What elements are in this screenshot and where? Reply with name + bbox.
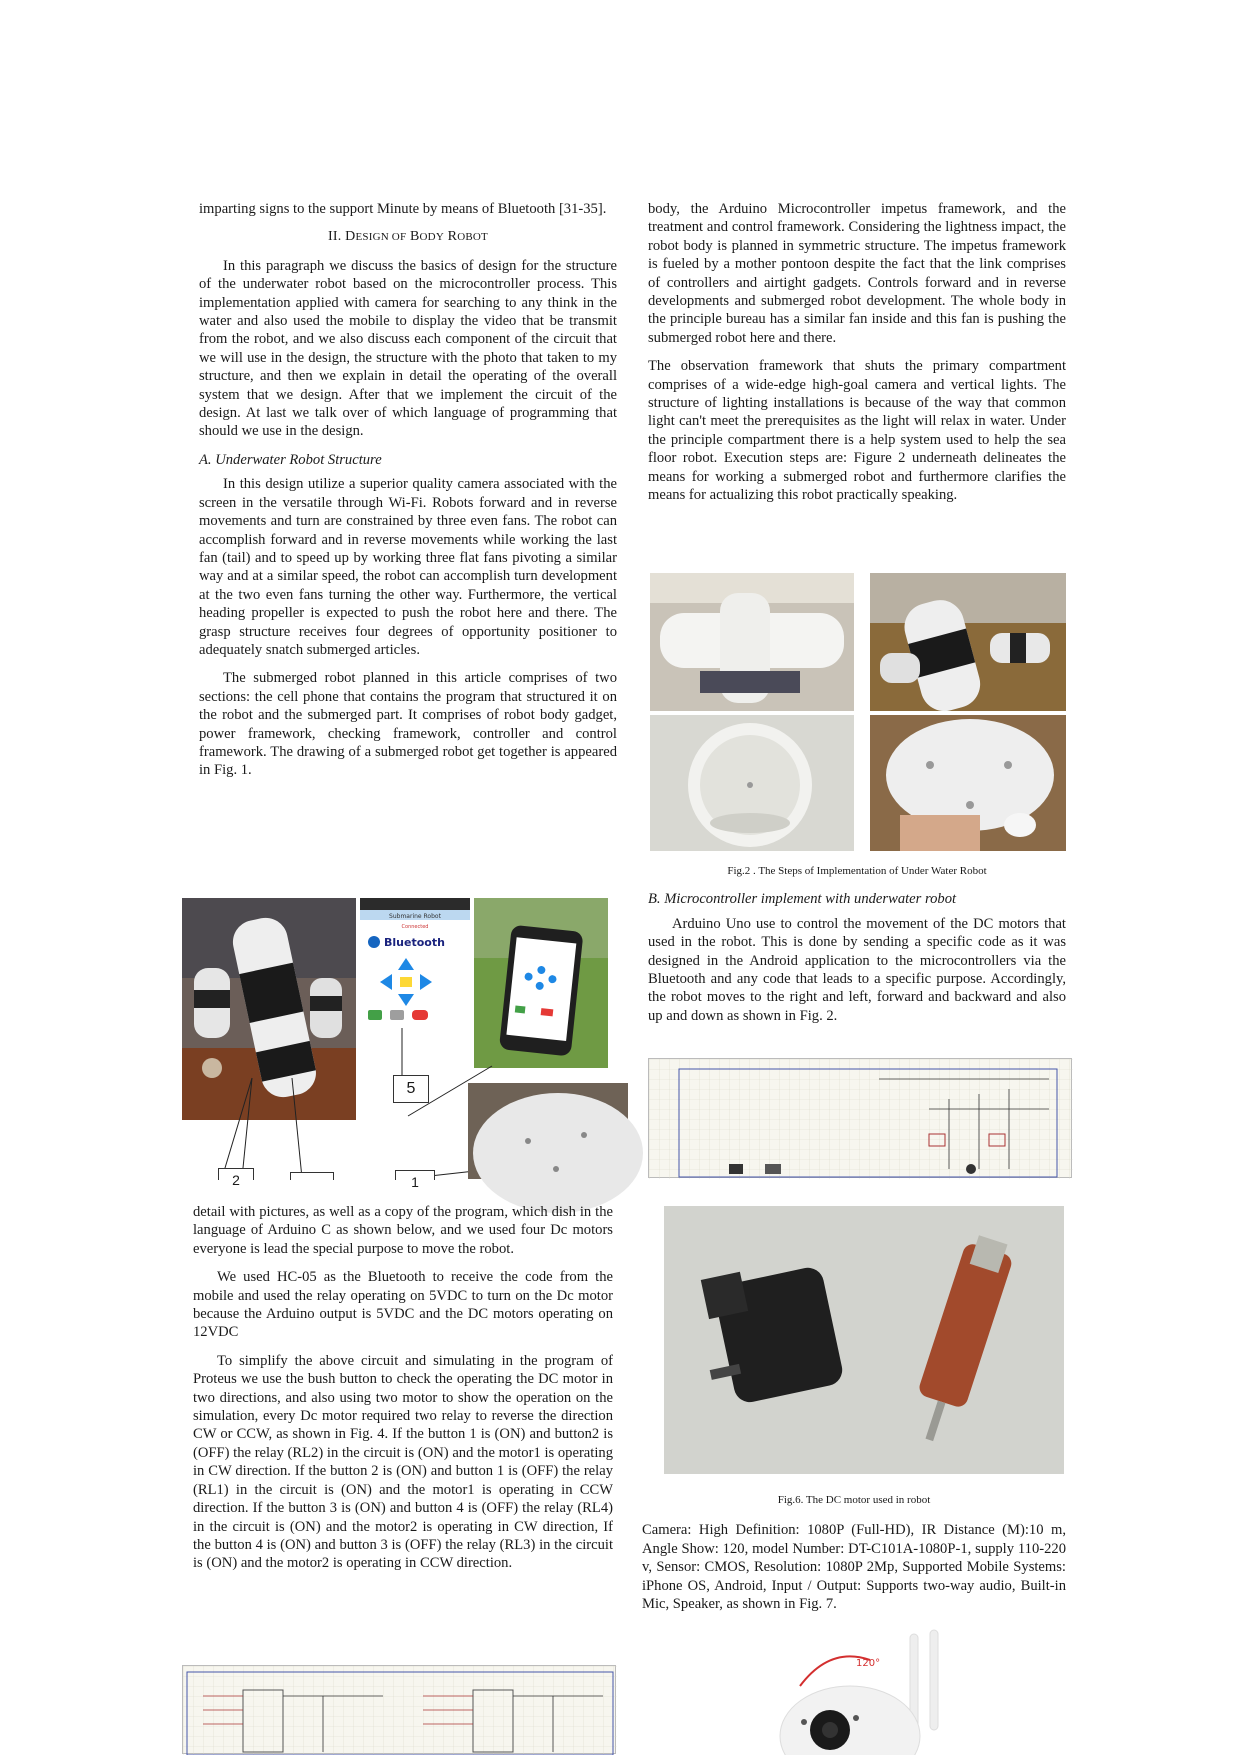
fig6-photo-dc-motor (664, 1206, 1064, 1474)
fig1-photo-robot-part (468, 1083, 628, 1179)
fig2-caption: Fig.2 . The Steps of Implementation of Under Water Robot (727, 865, 987, 877)
paragraph-arduino: Arduino Uno use to control the movement of the DC motors that used in the robot. This is done by sending a specific code as it was designed in the Android application to the microcontrollers via the Bluetooth and any code that leads to a specific purpose. Accordingly, the robot moves to the right and left, forward and backward and also up and down as shown in Fig. 2. (648, 915, 1066, 1024)
paragraph-structure: In this design utilize a superior quality camera associated with the screen in the versatile through Wi-Fi. Robots forward and in reverse movements and turn are constrained by three even fans. The robot can accomplish forward and in reverse movements while working the last fan (tail) and to speed up by working three flat fans pivoting a similar way and at a similar speed, the robot can accomplish turn development at the two even fans turning the other way. Furthermore, the vertical heading propeller is expected to push the robot here and there. The grasp structure receives four degrees of opportunity positioner to adequately snatch submerged articles. (199, 476, 617, 658)
fig2-photo-robot-assembled (870, 573, 1066, 711)
fig1-callout-box-3 (290, 1172, 334, 1180)
fig6-caption: Fig.6. The DC motor used in robot (777, 1494, 931, 1506)
paragraph-camera-specs: Camera: High Definition: 1080P (Full-HD), IR Distance (M):10 m, Angle Show: 120, model Number: DT-C101A-1080P-1, supply 110-220 v, Sensor: CMOS, Resolution: 1080P 2Mp, Supported Mobile Systems: iPhone OS, Android, Input / Output: Supports two-way audio, Built-in Mic, Speaker, as shown in Fig. 7. (642, 1522, 1066, 1613)
app-title-text: Submarine Robot (389, 913, 441, 920)
paragraph-program-detail: detail with pictures, as well as a copy of the program, which dish in the language of Arduino C as shown below, and we used four Dc motors everyone is lead the special purpose to move the robot. (193, 1204, 613, 1257)
right-column-mid (648, 862, 1066, 1035)
camera-angle-label: 120° (856, 1658, 881, 1669)
subsection-heading-structure: A. Underwater Robot Structure (199, 451, 382, 468)
left-column-top (199, 200, 617, 790)
fig2-photo-tube-inside (650, 715, 854, 851)
right-column-top (648, 200, 1066, 515)
fig2-photo-tube-top (650, 573, 854, 711)
fig3-circuit-schematic (648, 1058, 1072, 1178)
section-heading-design-of-body-robot: II. DESIGN OF BODY ROBOT (328, 229, 488, 245)
fig1-callout-box-5: 5 (393, 1075, 429, 1103)
right-column-bottom (642, 1491, 1066, 1623)
paragraph-citation: imparting signs to the support Minute by means of Bluetooth [31-35]. (199, 201, 607, 217)
paragraph-sections: The submerged robot planned in this article comprises of two sections: the cell phone that contains the program that structured it on the robot and the submerged part. It comprises of robot body gadget, power framework, checking framework, controller and control framework. The drawing of a submerged robot get together is appeared in Fig. 1. (199, 670, 617, 779)
subsection-heading-microcontroller: B. Microcontroller implement with underwater robot (648, 891, 957, 908)
paragraph-observation: The observation framework that shuts the primary compartment comprises of a wide-edge high-goal camera and vertical lights. The structure of lighting installations is because of the way that common light can't meet the prerequisites as the light will relax in water. Under the principle compartment there is a help system used to help the sea floor robot. Execution steps are: Figure 2 underneath delineates the means for working a submerged robot and furthermore clarifies the means for actualizing this robot practically speaking. (648, 358, 1066, 504)
left-column-bottom (193, 1203, 613, 1583)
paragraph-design-intro: In this paragraph we discuss the basics of design for the structure of the underwater robot based on the microcontroller process. This implementation applied with camera for searching to any think in the water and also used the mobile to display the video that be transmit from the robot, and we also discuss each component of the circuit that we will use in the design, the structure with the photo that taken to my structure, and then we explain in detail the operating of the overall system that we design. After that we implement the circuit of the design. At last we talk over of which language of programming that should we use in the design. (199, 257, 617, 440)
fig7-photo-wifi-camera (760, 1626, 960, 1754)
bluetooth-label: Bluetooth (384, 936, 445, 949)
paragraph-robot-body: body, the Arduino Microcontroller impetus framework, and the treatment and control framework. Considering the lightness impact, the robot body is planned in symmetric structure. The impetus framework is fueled by a mother pontoon despite the fact that the link comprises of controllers and airtight gadgets. Controls forward and in reverse developments and submerged robot development. The whole body in the principle bureau has a similar fan inside and this fan is pushing the submerged robot here and there. (648, 201, 1066, 346)
fig1-callout-box-1: 1 (395, 1170, 435, 1180)
fig1-callout-box-2: 2 (218, 1168, 254, 1180)
paragraph-proteus-simulation: To simplify the above circuit and simulating in the program of Proteus we use the bush button to check the operating the DC motor in two directions, and also using two motor to show the operation on the simulation, every Dc motor required two relay to reverse the direction CW or CCW, as shown in Fig. 4. If the button 1 is (ON) and button2 is (OFF) the relay (RL2) in the circuit is (ON) and the motor1 is operating in CW direction. If the button 2 is (ON) and button 1 is (OFF) the relay (RL1) in the circuit is (ON) and the motor1 is operating in CCW direction. If the button 3 is (ON) and button 4 is (OFF) the relay (RL4) in the circuit is (ON) and the motor2 is operating in CW direction, If the button 4 is (ON) and button 3 is (OFF) the relay (RL3) in the circuit is (ON) and the motor2 is operating in CCW direction. (193, 1352, 613, 1572)
paragraph-bluetooth-relay: We used HC-05 as the Bluetooth to receive the code from the mobile and used the relay operating on 5VDC to turn on the Dc motor because the Arduino output is 5VDC and the DC motors operating on 12VDC (193, 1269, 613, 1341)
fig2-photo-cap-hand (870, 715, 1066, 851)
fig4-circuit-simulation (182, 1665, 616, 1754)
app-status-text: Connected (401, 924, 429, 930)
